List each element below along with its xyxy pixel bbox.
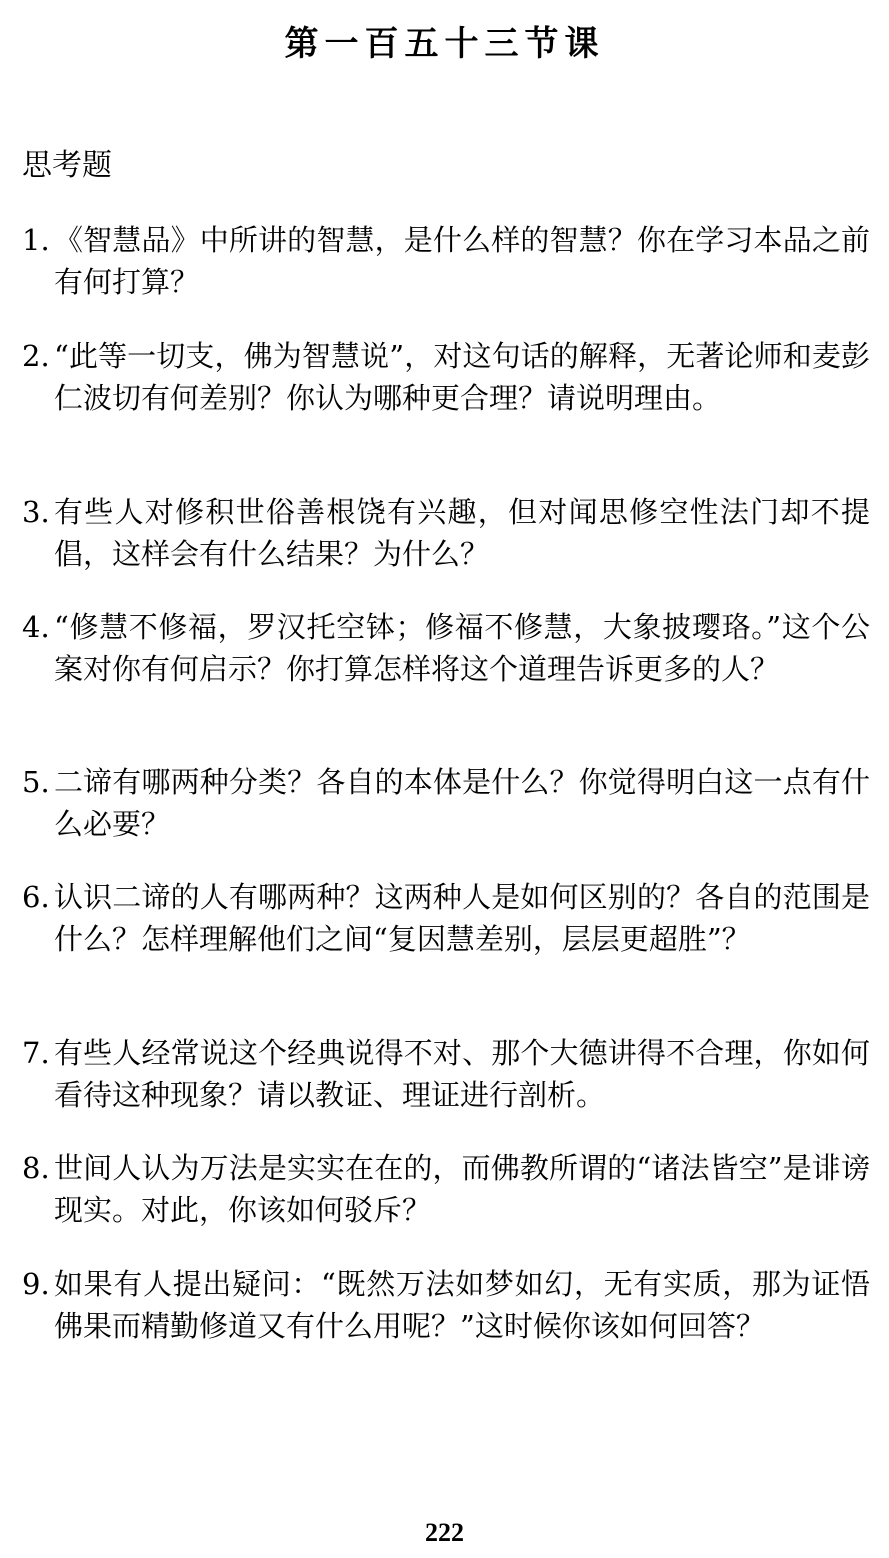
question-number: 9. [22, 1267, 50, 1301]
question-text: 世间人认为万法是实实在在的，而佛教所谓的“诸法皆空”是诽谤现实。对此，你该如何驳斥？ [54, 1151, 870, 1227]
page-number: 222 [425, 1518, 464, 1547]
section-heading: 思考题 [22, 148, 112, 183]
question-number: 6. [22, 880, 50, 914]
question-number: 7. [22, 1036, 50, 1070]
question-number: 3. [22, 495, 50, 529]
question-number: 1. [22, 223, 50, 257]
question-text: 《智慧品》中所讲的智慧，是什么样的智慧？你在学习本品之前有何打算？ [54, 223, 870, 299]
question-number: 2. [22, 339, 50, 373]
question-number: 8. [22, 1151, 50, 1185]
page-title: 第一百五十三节课 [284, 24, 605, 64]
question-item-8 [22, 1147, 870, 1231]
question-item-3 [22, 491, 870, 575]
question-item-5 [22, 761, 870, 845]
question-item-2 [22, 335, 870, 419]
question-number: 4. [22, 610, 50, 644]
question-item-9 [22, 1263, 870, 1347]
question-text: 二谛有哪两种分类？各自的本体是什么？你觉得明白这一点有什么必要？ [54, 765, 870, 841]
question-item-1 [22, 219, 870, 303]
question-text: “修慧不修福，罗汉托空钵；修福不修慧，大象披璎珞。”这个公案对你有何启示？你打算怎样将这个道理告诉更多的人？ [54, 610, 870, 686]
question-text: “此等一切支，佛为智慧说”，对这句话的解释，无著论师和麦彭仁波切有何差别？你认为哪种更合理？请说明理由。 [54, 339, 870, 415]
question-item-4 [22, 606, 870, 690]
question-item-7 [22, 1032, 870, 1116]
question-text: 有些人经常说这个经典说得不对、那个大德讲得不合理，你如何看待这种现象？请以教证、理证进行剖析。 [54, 1036, 870, 1112]
question-number: 5. [22, 765, 50, 799]
question-text: 如果有人提出疑问：“既然万法如梦如幻，无有实质，那为证悟佛果而精勤修道又有什么用呢？”这时候你该如何回答？ [54, 1267, 870, 1343]
question-item-6 [22, 876, 870, 960]
question-text: 认识二谛的人有哪两种？这两种人是如何区别的？各自的范围是什么？怎样理解他们之间“复因慧差别，层层更超胜”？ [54, 880, 870, 956]
question-text: 有些人对修积世俗善根饶有兴趣，但对闻思修空性法门却不提倡，这样会有什么结果？为什么？ [54, 495, 870, 571]
